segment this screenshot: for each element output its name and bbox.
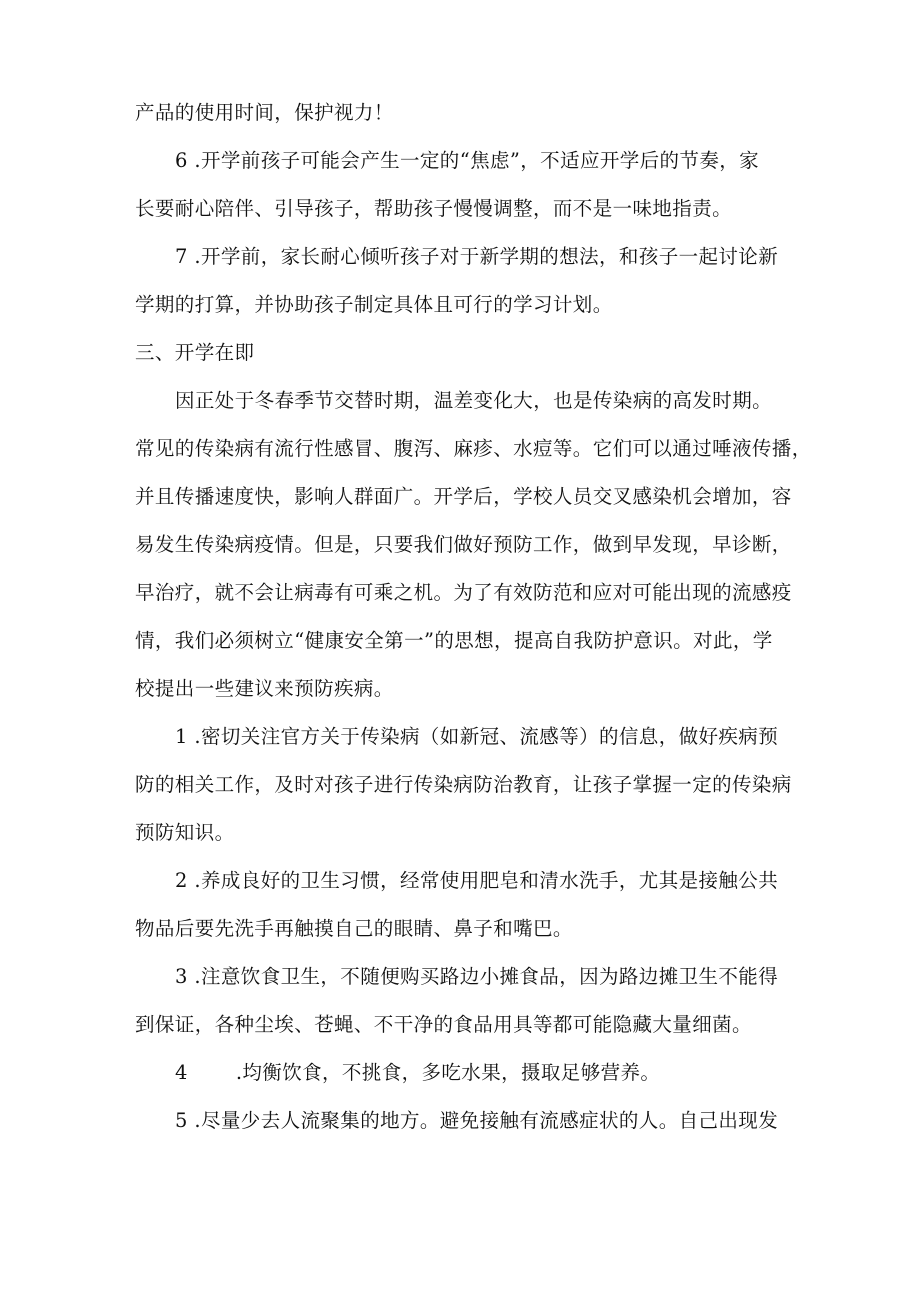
paragraph-line: 因正处于冬春季节交替时期，温差变化大，也是传染病的高发时期。: [175, 389, 773, 412]
list-item-4-text: .均衡饮食，不挑食，多吃水果，摄取足够营养。: [235, 1061, 661, 1084]
list-item-3-line-2: 到保证，各种尘埃、苍蝇、不干净的食品用具等都可能隐藏大量细菌。: [135, 1013, 752, 1036]
paragraph-line: 情，我们必须树立“健康安全第一”的思想，提高自我防护意识。对此，学: [135, 629, 773, 652]
paragraph-line: 常见的传染病有流行性感冒、腹泻、麻疹、水痘等。它们可以通过唾液传播，: [135, 437, 812, 460]
list-item-2-line-2: 物品后要先洗手再触摸自己的眼睛、鼻子和嘴巴。: [135, 917, 573, 940]
list-item-6-line-1: 6 .开学前孩子可能会产生一定的“焦虑”，不适应开学后的节奏，家: [175, 149, 760, 172]
list-item-3-line-1: 3 .注意饮食卫生，不随便购买路边小摊食品，因为路边摊卫生不能得: [175, 965, 779, 988]
list-item-2-line-1: 2 .养成良好的卫生习惯，经常使用肥皂和清水洗手，尤其是接触公共: [175, 869, 779, 892]
list-item-5-line-1: 5 .尽量少去人流聚集的地方。避免接触有流感症状的人。自己出现发: [175, 1109, 779, 1132]
list-item-7-line-1: 7 .开学前，家长耐心倾听孩子对于新学期的想法，和孩子一起讨论新: [175, 245, 779, 268]
list-item-7-line-2: 学期的打算，并协助孩子制定具体且可行的学习计划。: [135, 293, 613, 316]
list-item-4: [175, 1060, 660, 1086]
paragraph-line: 并且传播速度快，影响人群面广。开学后，学校人员交叉感染机会增加，容: [135, 485, 792, 508]
list-item-6-line-2: 长要耐心陪伴、引导孩子，帮助孩子慢慢调整，而不是一味地指责。: [135, 197, 733, 220]
list-item-1-line-2: 防的相关工作，及时对孩子进行传染病防治教育，让孩子掌握一定的传染病: [135, 773, 792, 796]
paragraph-line: 产品的使用时间，保护视力！: [135, 101, 394, 124]
paragraph-line: 早治疗，就不会让病毒有可乘之机。为了有效防范和应对可能出现的流感疫: [135, 581, 792, 604]
list-item-1-line-1: 1 .密切关注官方关于传染病（如新冠、流感等）的信息，做好疾病预: [175, 725, 779, 748]
list-item-4-number: 4: [175, 1061, 188, 1084]
paragraph-line: 校提出一些建议来预防疾病。: [135, 677, 394, 700]
list-item-1-line-3: 预防知识。: [135, 821, 235, 844]
paragraph-line: 易发生传染病疫情。但是，只要我们做好预防工作，做到早发现，早诊断，: [135, 533, 792, 556]
section-heading: 三、开学在即: [135, 341, 255, 364]
